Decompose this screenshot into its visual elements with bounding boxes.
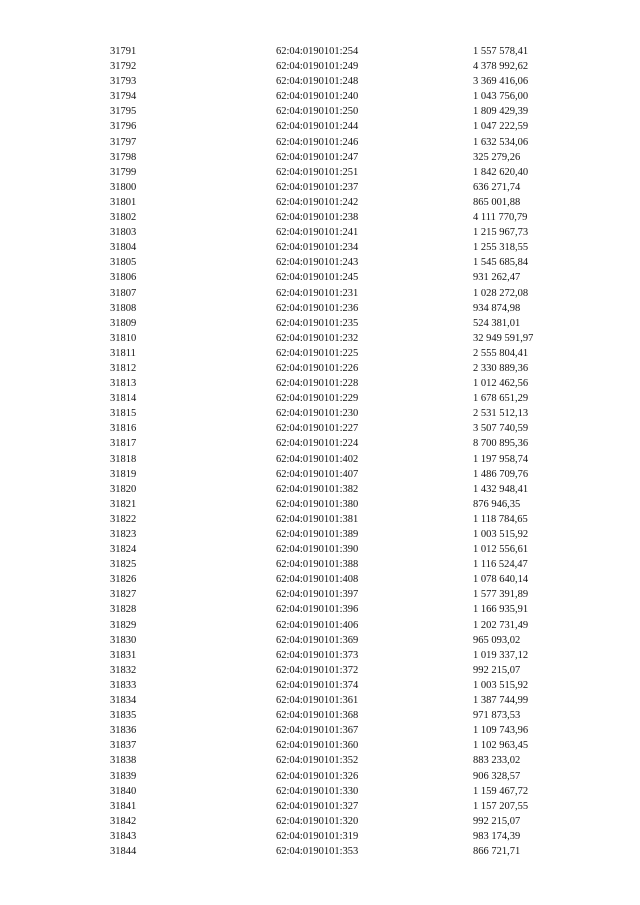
cadastral-number-cell: 62:04:0190101:251 — [276, 166, 359, 178]
cadastral-number-cell: 62:04:0190101:389 — [276, 529, 359, 540]
cadastral-number-cell: 62:04:0190101:225 — [276, 347, 359, 359]
cadastral-value-cell: 32 949 591,97 — [473, 332, 534, 344]
table-row — [0, 421, 640, 436]
cadastral-number-cell: 62:04:0190101:254 — [276, 46, 359, 57]
table-row — [0, 618, 640, 633]
row-number-cell: 31839 — [110, 770, 137, 782]
cadastral-number-cell: 62:04:0190101:330 — [276, 785, 359, 797]
cadastral-value-cell: 1 557 578,41 — [473, 46, 529, 57]
table-row — [0, 467, 640, 482]
table-row — [0, 844, 640, 859]
row-number-cell: 31811 — [110, 347, 136, 359]
row-number-cell: 31804 — [110, 242, 137, 254]
row-number-cell: 31836 — [110, 725, 137, 737]
table-row — [0, 678, 640, 693]
table-row — [0, 482, 640, 497]
cadastral-number-cell: 62:04:0190101:246 — [276, 136, 359, 148]
cadastral-number-cell: 62:04:0190101:235 — [276, 317, 359, 329]
row-number-cell: 31803 — [110, 227, 137, 239]
cadastral-value-cell: 1 043 756,00 — [473, 91, 529, 103]
table-row — [0, 44, 640, 59]
row-number-cell: 31844 — [110, 845, 137, 857]
cadastral-value-cell: 1 387 744,99 — [473, 695, 529, 707]
table-row — [0, 527, 640, 542]
table-row — [0, 784, 640, 799]
cadastral-number-cell: 62:04:0190101:380 — [276, 498, 359, 510]
row-number-cell: 31818 — [110, 453, 137, 465]
row-number-cell: 31823 — [110, 529, 137, 540]
row-number-cell: 31791 — [110, 46, 137, 57]
cadastral-value-cell: 325 279,26 — [473, 151, 521, 163]
table-row — [0, 753, 640, 768]
cadastral-number-cell: 62:04:0190101:244 — [276, 121, 359, 133]
cadastral-number-cell: 62:04:0190101:360 — [276, 740, 359, 752]
cadastral-number-cell: 62:04:0190101:242 — [276, 196, 359, 208]
cadastral-number-cell: 62:04:0190101:326 — [276, 770, 359, 782]
cadastral-value-cell: 1 842 620,40 — [473, 166, 529, 178]
cadastral-number-cell: 62:04:0190101:327 — [276, 800, 359, 812]
row-number-cell: 31792 — [110, 61, 137, 73]
table-row — [0, 391, 640, 406]
row-number-cell: 31829 — [110, 619, 137, 631]
cadastral-value-cell: 876 946,35 — [473, 498, 521, 510]
table-row — [0, 104, 640, 119]
cadastral-value-cell: 1 003 515,92 — [473, 679, 529, 691]
row-number-cell: 31830 — [110, 634, 137, 646]
cadastral-value-cell: 1 012 462,56 — [473, 378, 529, 390]
cadastral-number-cell: 62:04:0190101:369 — [276, 634, 359, 646]
table-row — [0, 376, 640, 391]
table-row — [0, 165, 640, 180]
table-row — [0, 814, 640, 829]
row-number-cell: 31798 — [110, 151, 137, 163]
cadastral-number-cell: 62:04:0190101:368 — [276, 710, 359, 722]
row-number-cell: 31822 — [110, 513, 137, 525]
row-number-cell: 31826 — [110, 574, 137, 586]
row-number-cell: 31837 — [110, 740, 137, 752]
table-row — [0, 301, 640, 316]
cadastral-value-cell: 992 215,07 — [473, 664, 521, 676]
cadastral-number-cell: 62:04:0190101:243 — [276, 257, 359, 269]
table-row — [0, 723, 640, 738]
cadastral-number-cell: 62:04:0190101:408 — [276, 574, 359, 586]
table-row — [0, 210, 640, 225]
cadastral-value-cell: 992 215,07 — [473, 815, 521, 827]
cadastral-value-table — [0, 44, 640, 859]
row-number-cell: 31840 — [110, 785, 137, 797]
row-number-cell: 31824 — [110, 544, 137, 556]
cadastral-number-cell: 62:04:0190101:245 — [276, 272, 359, 284]
cadastral-value-cell: 3 369 416,06 — [473, 76, 529, 88]
cadastral-number-cell: 62:04:0190101:388 — [276, 559, 359, 571]
table-row — [0, 436, 640, 451]
row-number-cell: 31816 — [110, 423, 137, 435]
row-number-cell: 31838 — [110, 755, 137, 767]
row-number-cell: 31833 — [110, 679, 137, 691]
cadastral-number-cell: 62:04:0190101:227 — [276, 423, 359, 435]
cadastral-value-cell: 4 378 992,62 — [473, 61, 529, 73]
row-number-cell: 31794 — [110, 91, 137, 103]
row-number-cell: 31806 — [110, 272, 137, 284]
table-row — [0, 406, 640, 421]
cadastral-number-cell: 62:04:0190101:231 — [276, 287, 359, 299]
cadastral-number-cell: 62:04:0190101:232 — [276, 332, 359, 344]
cadastral-value-cell: 1 157 207,55 — [473, 800, 529, 812]
row-number-cell: 31817 — [110, 438, 137, 450]
row-number-cell: 31831 — [110, 649, 137, 661]
cadastral-value-cell: 931 262,47 — [473, 272, 521, 284]
table-row — [0, 89, 640, 104]
row-number-cell: 31801 — [110, 196, 137, 208]
cadastral-number-cell: 62:04:0190101:373 — [276, 649, 359, 661]
table-row — [0, 557, 640, 572]
row-number-cell: 31828 — [110, 604, 137, 616]
table-row — [0, 648, 640, 663]
cadastral-value-cell: 1 109 743,96 — [473, 725, 529, 737]
cadastral-value-cell: 1 486 709,76 — [473, 468, 529, 480]
cadastral-value-cell: 866 721,71 — [473, 845, 521, 857]
table-row — [0, 286, 640, 301]
cadastral-number-cell: 62:04:0190101:361 — [276, 695, 359, 707]
table-row — [0, 180, 640, 195]
row-number-cell: 31832 — [110, 664, 137, 676]
row-number-cell: 31807 — [110, 287, 137, 299]
cadastral-value-cell: 2 555 804,41 — [473, 347, 529, 359]
cadastral-value-cell: 636 271,74 — [473, 181, 521, 193]
cadastral-number-cell: 62:04:0190101:382 — [276, 483, 359, 495]
table-row — [0, 346, 640, 361]
cadastral-value-cell: 1 028 272,08 — [473, 287, 529, 299]
table-row — [0, 799, 640, 814]
row-number-cell: 31842 — [110, 815, 137, 827]
table-row — [0, 769, 640, 784]
cadastral-number-cell: 62:04:0190101:319 — [276, 830, 359, 842]
cadastral-value-cell: 983 174,39 — [473, 830, 521, 842]
table-row — [0, 270, 640, 285]
row-number-cell: 31814 — [110, 393, 137, 405]
row-number-cell: 31834 — [110, 695, 137, 707]
table-row — [0, 135, 640, 150]
table-row — [0, 150, 640, 165]
cadastral-value-cell: 1 255 318,55 — [473, 242, 529, 254]
row-number-cell: 31843 — [110, 830, 137, 842]
cadastral-value-cell: 1 012 556,61 — [473, 544, 529, 556]
cadastral-number-cell: 62:04:0190101:353 — [276, 845, 359, 857]
row-number-cell: 31820 — [110, 483, 137, 495]
cadastral-number-cell: 62:04:0190101:234 — [276, 242, 359, 254]
cadastral-value-cell: 1 809 429,39 — [473, 106, 529, 118]
cadastral-number-cell: 62:04:0190101:250 — [276, 106, 359, 118]
cadastral-value-cell: 2 531 512,13 — [473, 408, 529, 420]
row-number-cell: 31797 — [110, 136, 137, 148]
cadastral-number-cell: 62:04:0190101:238 — [276, 212, 359, 224]
cadastral-number-cell: 62:04:0190101:397 — [276, 589, 359, 601]
table-row — [0, 829, 640, 844]
cadastral-number-cell: 62:04:0190101:320 — [276, 815, 359, 827]
table-row — [0, 240, 640, 255]
cadastral-value-cell: 1 019 337,12 — [473, 649, 529, 661]
cadastral-number-cell: 62:04:0190101:236 — [276, 302, 359, 314]
table-row — [0, 119, 640, 134]
cadastral-number-cell: 62:04:0190101:248 — [276, 76, 359, 88]
table-row — [0, 331, 640, 346]
row-number-cell: 31802 — [110, 212, 137, 224]
cadastral-value-cell: 8 700 895,36 — [473, 438, 529, 450]
table-row — [0, 361, 640, 376]
row-number-cell: 31800 — [110, 181, 137, 193]
cadastral-value-cell: 1 197 958,74 — [473, 453, 529, 465]
cadastral-value-cell: 906 328,57 — [473, 770, 521, 782]
cadastral-value-cell: 883 233,02 — [473, 755, 521, 767]
row-number-cell: 31841 — [110, 800, 137, 812]
cadastral-number-cell: 62:04:0190101:372 — [276, 664, 359, 676]
table-row — [0, 316, 640, 331]
cadastral-number-cell: 62:04:0190101:241 — [276, 227, 359, 239]
cadastral-number-cell: 62:04:0190101:240 — [276, 91, 359, 103]
table-row — [0, 542, 640, 557]
cadastral-value-cell: 2 330 889,36 — [473, 362, 529, 374]
row-number-cell: 31799 — [110, 166, 137, 178]
row-number-cell: 31809 — [110, 317, 137, 329]
row-number-cell: 31815 — [110, 408, 137, 420]
cadastral-number-cell: 62:04:0190101:230 — [276, 408, 359, 420]
row-number-cell: 31796 — [110, 121, 137, 133]
cadastral-value-cell: 1 116 524,47 — [473, 559, 528, 571]
cadastral-value-cell: 1 432 948,41 — [473, 483, 529, 495]
cadastral-number-cell: 62:04:0190101:249 — [276, 61, 359, 73]
table-body — [0, 44, 640, 859]
table-row — [0, 633, 640, 648]
cadastral-value-cell: 865 001,88 — [473, 196, 521, 208]
table-row — [0, 59, 640, 74]
table-row — [0, 512, 640, 527]
cadastral-number-cell: 62:04:0190101:406 — [276, 619, 359, 631]
cadastral-value-cell: 965 093,02 — [473, 634, 521, 646]
cadastral-value-cell: 524 381,01 — [473, 317, 521, 329]
table-row — [0, 587, 640, 602]
cadastral-value-cell: 1 118 784,65 — [473, 513, 528, 525]
table-row — [0, 74, 640, 89]
cadastral-value-cell: 1 166 935,91 — [473, 604, 529, 616]
cadastral-number-cell: 62:04:0190101:247 — [276, 151, 359, 163]
row-number-cell: 31793 — [110, 76, 137, 88]
cadastral-number-cell: 62:04:0190101:224 — [276, 438, 359, 450]
cadastral-number-cell: 62:04:0190101:352 — [276, 755, 359, 767]
table-row — [0, 195, 640, 210]
table-row — [0, 602, 640, 617]
row-number-cell: 31813 — [110, 378, 137, 390]
cadastral-value-cell: 1 215 967,73 — [473, 227, 529, 239]
table-row — [0, 255, 640, 270]
cadastral-value-cell: 1 159 467,72 — [473, 785, 529, 797]
row-number-cell: 31808 — [110, 302, 137, 314]
cadastral-value-cell: 1 678 651,29 — [473, 393, 529, 405]
row-number-cell: 31812 — [110, 362, 137, 374]
row-number-cell: 31821 — [110, 498, 137, 510]
cadastral-number-cell: 62:04:0190101:228 — [276, 378, 359, 390]
row-number-cell: 31810 — [110, 332, 137, 344]
table-row — [0, 572, 640, 587]
cadastral-number-cell: 62:04:0190101:396 — [276, 604, 359, 616]
cadastral-value-cell: 1 047 222,59 — [473, 121, 529, 133]
cadastral-value-cell: 1 202 731,49 — [473, 619, 529, 631]
cadastral-value-cell: 4 111 770,79 — [473, 212, 528, 224]
table-row — [0, 708, 640, 723]
cadastral-value-cell: 934 874,98 — [473, 302, 521, 314]
cadastral-value-cell: 1 102 963,45 — [473, 740, 529, 752]
table-row — [0, 452, 640, 467]
cadastral-value-cell: 3 507 740,59 — [473, 423, 529, 435]
cadastral-number-cell: 62:04:0190101:407 — [276, 468, 359, 480]
table-row — [0, 497, 640, 512]
cadastral-number-cell: 62:04:0190101:381 — [276, 513, 359, 525]
cadastral-value-cell: 1 577 391,89 — [473, 589, 529, 601]
table-row — [0, 225, 640, 240]
cadastral-number-cell: 62:04:0190101:390 — [276, 544, 359, 556]
cadastral-value-cell: 1 632 534,06 — [473, 136, 529, 148]
row-number-cell: 31819 — [110, 468, 137, 480]
cadastral-value-cell: 1 545 685,84 — [473, 257, 529, 269]
row-number-cell: 31805 — [110, 257, 137, 269]
row-number-cell: 31835 — [110, 710, 137, 722]
row-number-cell: 31827 — [110, 589, 137, 601]
cadastral-value-cell: 1 003 515,92 — [473, 529, 529, 540]
row-number-cell: 31825 — [110, 559, 137, 571]
cadastral-number-cell: 62:04:0190101:226 — [276, 362, 359, 374]
table-row — [0, 693, 640, 708]
table-row — [0, 663, 640, 678]
cadastral-value-cell: 971 873,53 — [473, 710, 521, 722]
table-row — [0, 738, 640, 753]
cadastral-number-cell: 62:04:0190101:374 — [276, 679, 359, 691]
cadastral-number-cell: 62:04:0190101:237 — [276, 181, 359, 193]
cadastral-number-cell: 62:04:0190101:229 — [276, 393, 359, 405]
cadastral-number-cell: 62:04:0190101:367 — [276, 725, 359, 737]
row-number-cell: 31795 — [110, 106, 137, 118]
cadastral-number-cell: 62:04:0190101:402 — [276, 453, 359, 465]
cadastral-value-cell: 1 078 640,14 — [473, 574, 529, 586]
